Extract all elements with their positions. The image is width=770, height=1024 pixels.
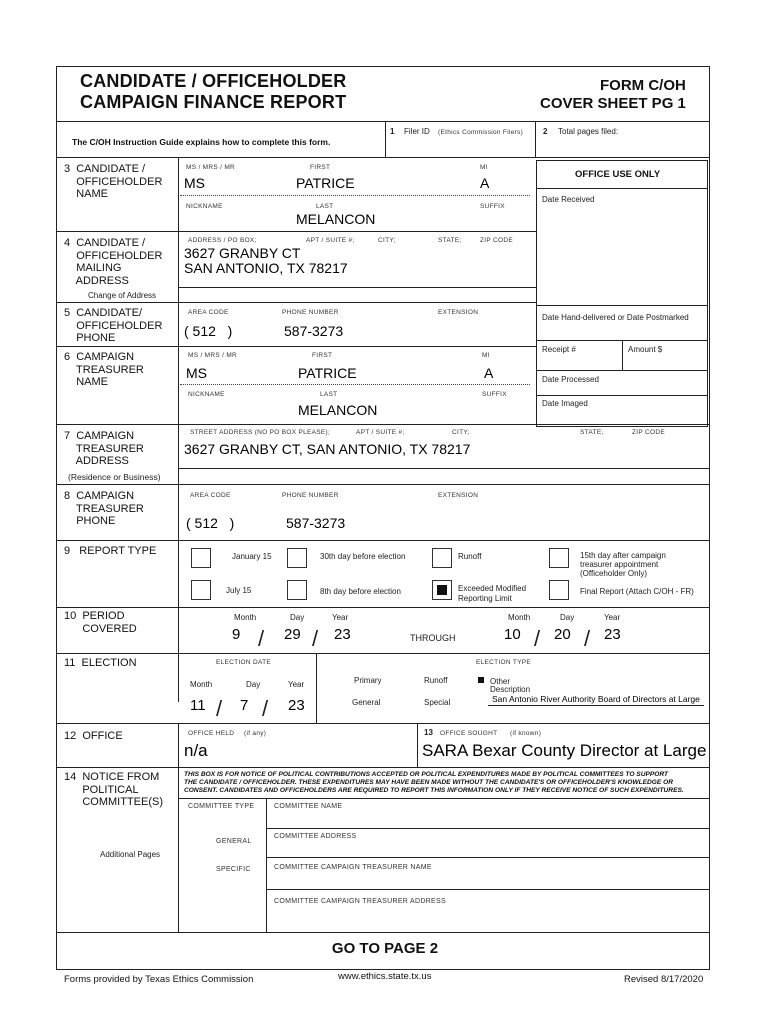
office-held-sub: (if any): [244, 730, 267, 737]
checkbox-exceeded-modified[interactable]: [432, 580, 452, 600]
cand-title-value: MS: [184, 175, 205, 191]
cand-suffix-label: SUFFIX: [480, 203, 505, 210]
row-9-bottom: [56, 607, 710, 608]
through-label: THROUGH: [410, 633, 456, 643]
row-7-bottom: [56, 484, 710, 485]
description-underline: [488, 705, 704, 706]
frame-bottom: [56, 969, 710, 970]
cand-state-label: STATE;: [438, 237, 462, 244]
row-7-field-bottom: [178, 468, 710, 469]
instruction-text: The C/OH Instruction Guide explains how to complete this form.: [72, 137, 331, 147]
form-id: FORM C/OH: [600, 77, 686, 94]
to-month-label: Month: [508, 613, 531, 622]
section-11-label: 11 ELECTION: [64, 657, 137, 669]
from-month-label: Month: [234, 613, 257, 622]
office-use-title-rule: [536, 188, 707, 189]
final-report-label: Final Report (Attach C/OH - FR): [580, 587, 694, 596]
checkbox-runoff[interactable]: [432, 548, 452, 568]
treas-last-label: LAST: [320, 391, 338, 398]
treas-title-label: MS / MRS / MR: [188, 352, 238, 359]
from-month-value: 9: [232, 626, 241, 643]
residence-label: (Residence or Business): [68, 472, 161, 482]
date-hand-label: Date Hand-delivered or Date Postmarked: [542, 313, 689, 322]
checkbox-30th-day[interactable]: [287, 548, 307, 568]
committee-name-label: COMMITTEE NAME: [274, 803, 343, 810]
treas-zip-label: ZIP CODE: [632, 429, 665, 436]
treas-mi-value: A: [484, 365, 494, 381]
cand-address-line1: 3627 GRANBY CT: [184, 245, 301, 261]
election-description-label: Description: [490, 685, 531, 694]
checkbox-15th-day[interactable]: [549, 548, 569, 568]
change-of-address-label: Change of Address: [88, 291, 157, 300]
frame-right: [709, 66, 710, 970]
exceeded-label-line1: Exceeded Modified: [458, 584, 527, 593]
frame-top: [56, 66, 710, 67]
section-8-label: 8 CAMPAIGN TREASURER PHONE: [64, 490, 144, 527]
footer-website: www.ethics.state.tx.us: [338, 971, 432, 982]
notice-text-line1: THIS BOX IS FOR NOTICE OF POLITICAL CONTRIBUTIONS ACCEPTED OR POLITICAL EXPENDITURES MADE BY POLITICAL COMMITTEES TO SUPPORT: [184, 771, 669, 778]
cand-name-dotted: [180, 195, 530, 196]
office-sought-divider: [417, 723, 418, 768]
total-pages-label: Total pages filed:: [558, 127, 619, 136]
row-3-bottom: [56, 231, 536, 232]
cand-title-label: MS / MRS / MR: [186, 164, 236, 171]
cand-last-value: MELANCON: [296, 211, 376, 227]
day15-label-line1: 15th day after campaign: [580, 551, 666, 560]
slash-5: /: [216, 696, 223, 721]
footer-revised: Revised 8/17/2020: [624, 974, 704, 985]
form-title-line2: CAMPAIGN FINANCE REPORT: [80, 92, 347, 112]
runoff-label: Runoff: [458, 552, 482, 561]
receipt-divider: [622, 340, 623, 370]
section-12-label: 12 OFFICE: [64, 730, 123, 742]
slash-2: /: [312, 626, 319, 651]
label-column-divider: [178, 157, 179, 702]
treas-area-value: ( 512 ): [186, 515, 235, 531]
cand-apt-label: APT / SUITE #;: [306, 237, 355, 244]
section-6-label: 6 CAMPAIGN TREASURER NAME: [64, 351, 144, 388]
election-runoff-label: Runoff: [424, 676, 448, 685]
cand-address-line2: SAN ANTONIO, TX 78217: [184, 260, 348, 276]
filer-id-label: Filer ID: [404, 127, 430, 136]
cover-sheet-label: COVER SHEET PG 1: [540, 95, 686, 112]
office-sought-sub: (if known): [510, 730, 542, 737]
election-special-label: Special: [424, 698, 451, 707]
committee-general-label: GENERAL: [216, 838, 252, 845]
instruction-bottom: [56, 157, 386, 158]
election-month-value: 11: [190, 697, 206, 714]
committee-type-divider: [266, 798, 267, 932]
election-date-label: ELECTION DATE: [216, 659, 272, 666]
filer-id-num: 1: [390, 127, 395, 136]
filer-divider-left: [385, 121, 386, 157]
checkbox-jan15[interactable]: [191, 548, 211, 568]
committee-treasurer-address-label: COMMITTEE CAMPAIGN TREASURER ADDRESS: [274, 898, 446, 905]
from-year-value: 23: [334, 626, 351, 643]
treas-state-label: STATE;: [580, 429, 604, 436]
row-4-field-bottom: [178, 287, 536, 288]
row-5-bottom: [56, 346, 536, 347]
cand-nickname-label: NICKNAME: [186, 203, 223, 210]
to-month-value: 10: [504, 626, 521, 643]
committee-treasurer-name-bottom: [266, 889, 710, 890]
to-day-value: 20: [554, 626, 571, 643]
office-use-rule3: [536, 370, 707, 371]
filer-id-sub: (Ethics Commission Filers): [438, 129, 524, 136]
jul15-label: July 15: [226, 586, 252, 595]
treas-nickname-label: NICKNAME: [188, 391, 225, 398]
section-14-label: 14 NOTICE FROM POLITICAL COMMITTEE(S): [64, 771, 163, 808]
committee-specific-label: SPECIFIC: [216, 866, 251, 873]
date-received-label: Date Received: [542, 195, 595, 204]
total-pages-num: 2: [543, 127, 548, 136]
row-4-bottom: [56, 302, 536, 303]
section-3-label: 3 CANDIDATE / OFFICEHOLDER NAME: [64, 163, 163, 200]
section-4-label: 4 CANDIDATE / OFFICEHOLDER MAILING ADDRESS: [64, 237, 163, 287]
date-imaged-label: Date Imaged: [542, 399, 588, 408]
notice-label-divider: [178, 767, 179, 932]
cand-city-label: CITY;: [378, 237, 396, 244]
office-use-rule4: [536, 395, 707, 396]
committee-address-bottom: [266, 857, 710, 858]
section-7-label: 7 CAMPAIGN TREASURER ADDRESS: [64, 430, 144, 467]
filer-row-bottom: [386, 157, 709, 158]
election-other-label: Other: [490, 677, 511, 686]
row-11-bottom: [56, 723, 710, 724]
treas-apt-label: APT / SUITE #;: [356, 429, 405, 436]
row-12-bottom: [56, 767, 710, 768]
treas-phone-label: PHONE NUMBER: [282, 492, 339, 499]
cand-last-label: LAST: [316, 203, 334, 210]
to-year-label: Year: [604, 613, 621, 622]
cand-ext-label: EXTENSION: [438, 309, 479, 316]
office-held-label: OFFICE HELD: [188, 730, 235, 737]
checkbox-jul15[interactable]: [191, 580, 211, 600]
office-sought-value: SARA Bexar County Director at Large: [422, 741, 707, 760]
slash-6: /: [262, 696, 269, 721]
election-other-marker: [478, 677, 484, 683]
notice-text-bottom: [178, 798, 710, 799]
treas-city-label: CITY;: [452, 429, 470, 436]
section-5-label: 5 CANDIDATE/ OFFICEHOLDER PHONE: [64, 307, 163, 344]
committee-address-label: COMMITTEE ADDRESS: [274, 833, 357, 840]
date-processed-label: Date Processed: [542, 375, 599, 384]
committee-name-bottom: [266, 828, 710, 829]
election-primary-label: Primary: [354, 676, 382, 685]
office-use-title: OFFICE USE ONLY: [575, 169, 661, 180]
exceeded-label-line2: Reporting Limit: [458, 594, 512, 603]
jan15-label: January 15: [232, 552, 272, 561]
cand-phone-value: 587-3273: [284, 323, 344, 339]
receipt-label: Receipt #: [542, 345, 576, 354]
treas-name-dotted: [180, 384, 530, 385]
slash-3: /: [534, 626, 541, 651]
day30-label: 30th day before election: [320, 552, 406, 561]
footer-provided-by: Forms provided by Texas Ethics Commission: [64, 974, 254, 985]
election-description-value: San Antonio River Authority Board of Directors at Large: [492, 694, 700, 704]
election-year-value: 23: [288, 697, 305, 714]
election-day-value: 7: [240, 697, 249, 714]
form-title-line1: CANDIDATE / OFFICEHOLDER: [80, 71, 347, 91]
treas-first-value: PATRICE: [298, 365, 357, 381]
cand-area-label: AREA CODE: [188, 309, 229, 316]
checkbox-8th-day[interactable]: [287, 580, 307, 600]
cand-phone-label: PHONE NUMBER: [282, 309, 339, 316]
office-held-value: n/a: [184, 741, 208, 760]
election-general-label: General: [352, 698, 381, 707]
cand-zip-label: ZIP CODE: [480, 237, 513, 244]
cand-first-label: FIRST: [310, 164, 331, 171]
cand-area-value: ( 512 ): [184, 323, 233, 339]
day15-label-line2: treasurer appointment: [580, 560, 659, 569]
office-use-rule1: [536, 305, 707, 306]
frame-header-bottom: [56, 121, 710, 122]
cand-mi-label: MI: [480, 164, 488, 171]
row-8-bottom: [56, 540, 710, 541]
election-date-divider: [316, 653, 317, 723]
section-10-label: 10 PERIOD COVERED: [64, 610, 137, 635]
filer-divider-right: [535, 121, 536, 157]
notice-text-line3: CONSENT. CANDIDATES AND OFFICEHOLDERS ARE REQUIRED TO REPORT THIS INFORMATION ONLY IF THEY RECEIVE NOTICE OF SUCH EXPENDITURES.: [184, 787, 684, 794]
election-year-label: Year: [288, 680, 305, 689]
election-day-label: Day: [246, 680, 261, 689]
treas-phone-value: 587-3273: [286, 515, 346, 531]
to-year-value: 23: [604, 626, 621, 643]
from-day-label: Day: [290, 613, 305, 622]
day15-label-line3: (Officeholder Only): [580, 569, 647, 578]
treas-title-value: MS: [186, 365, 207, 381]
from-year-label: Year: [332, 613, 349, 622]
from-day-value: 29: [284, 626, 301, 643]
treas-ext-label: EXTENSION: [438, 492, 479, 499]
election-type-label: ELECTION TYPE: [476, 659, 532, 666]
day8-label: 8th day before election: [320, 587, 401, 596]
treas-first-label: FIRST: [312, 352, 333, 359]
office-sought-num: 13: [424, 728, 433, 737]
office-label-divider: [178, 723, 179, 768]
row-10-bottom: [56, 653, 710, 654]
treas-mi-label: MI: [482, 352, 490, 359]
treas-street-label: STREET ADDRESS (NO PO BOX PLEASE);: [190, 429, 331, 436]
row-6-bottom: [56, 424, 710, 425]
checkbox-final-report[interactable]: [549, 580, 569, 600]
election-month-label: Month: [190, 680, 213, 689]
cand-first-value: PATRICE: [296, 175, 355, 191]
cand-mi-value: A: [480, 175, 490, 191]
section-9-label: 9 REPORT TYPE: [64, 545, 157, 557]
office-sought-label: OFFICE SOUGHT: [440, 730, 498, 737]
to-day-label: Day: [560, 613, 575, 622]
amount-label: Amount $: [628, 345, 663, 354]
committee-treasurer-name-label: COMMITTEE CAMPAIGN TREASURER NAME: [274, 864, 432, 871]
notice-text-line2: THE CANDIDATE / OFFICEHOLDER. THESE EXPENDITURES MAY HAVE BEEN MADE WITHOUT THE CANDIDATE'S OR OFFICEHOLDER'S KNOWLEDGE OR: [184, 779, 674, 786]
treas-area-label: AREA CODE: [190, 492, 231, 499]
additional-pages-label: Additional Pages: [100, 850, 161, 859]
cand-address-label: ADDRESS / PO BOX;: [188, 237, 257, 244]
slash-1: /: [258, 626, 265, 651]
frame-left: [56, 66, 57, 970]
treas-suffix-label: SUFFIX: [482, 391, 507, 398]
slash-4: /: [584, 626, 591, 651]
treas-last-value: MELANCON: [298, 402, 378, 418]
committee-type-label: COMMITTEE TYPE: [188, 803, 255, 810]
treas-address-value: 3627 GRANBY CT, SAN ANTONIO, TX 78217: [184, 441, 471, 457]
row-14-bottom: [56, 932, 710, 933]
go-to-page-2: GO TO PAGE 2: [331, 940, 439, 957]
